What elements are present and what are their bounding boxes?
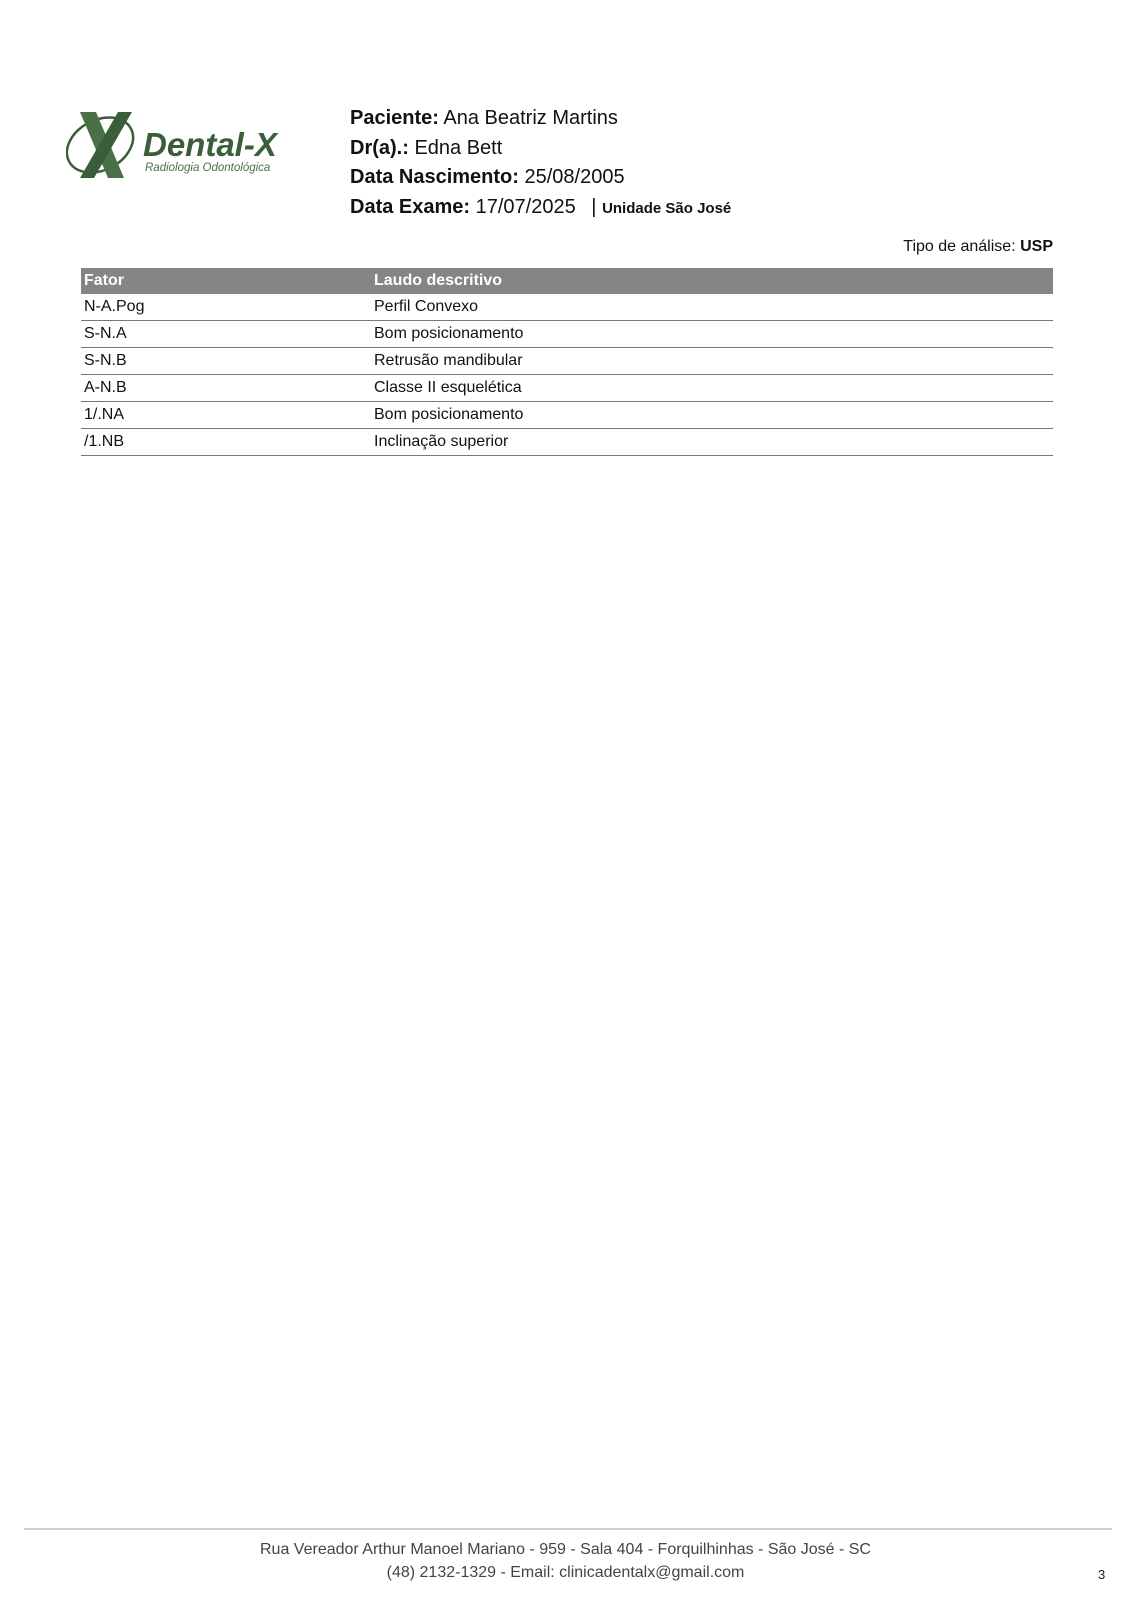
cell-laudo: Inclinação superior	[371, 429, 1053, 456]
header-fator: Fator	[81, 268, 371, 294]
birth-label: Data Nascimento:	[350, 166, 519, 188]
exam-label: Data Exame:	[350, 195, 471, 218]
exam-date: 17/07/2025	[475, 195, 576, 218]
header-laudo: Laudo descritivo	[371, 268, 1053, 294]
unit-name: Unidade São José	[602, 199, 732, 217]
patient-name: Ana Beatriz Martins	[443, 107, 618, 129]
patient-name-label: Paciente:	[350, 107, 439, 129]
logo-name: Dental-X	[143, 126, 277, 163]
cell-fator: S-N.B	[81, 348, 371, 375]
table-header-row	[81, 268, 1053, 294]
cell-laudo: Bom posicionamento	[371, 402, 1053, 429]
table-row	[81, 429, 1053, 456]
table-row	[81, 402, 1053, 429]
logo-tagline: Radiologia Odontológica	[145, 162, 271, 174]
page-number: 3	[1098, 1567, 1106, 1582]
cell-fator: 1/.NA	[81, 402, 371, 429]
birth-row	[350, 163, 731, 193]
patient-info	[350, 104, 731, 223]
cell-fator: N-A.Pog	[81, 294, 371, 321]
patient-name-row	[350, 104, 731, 134]
birth-date: 25/08/2005	[524, 166, 625, 188]
footer-divider	[24, 1528, 1112, 1530]
analysis-type-value: USP	[1020, 238, 1053, 255]
dental-x-logo	[66, 108, 316, 194]
exam-row	[350, 193, 731, 224]
analysis-type-label: Tipo de análise:	[903, 238, 1016, 255]
table-row	[81, 294, 1053, 321]
cell-laudo: Classe II esquelética	[371, 375, 1053, 402]
cell-fator: S-N.A	[81, 321, 371, 348]
table-row	[81, 375, 1053, 402]
logo-x-icon	[66, 108, 316, 194]
footer-contact: (48) 2132-1329 - Email: clinicadentalx@gmail.com	[386, 1564, 745, 1581]
footer-address: Rua Vereador Arthur Manoel Mariano - 959 - Sala 404 - Forquilhinhas - São José - SC	[260, 1541, 871, 1558]
table-row	[81, 348, 1053, 375]
doctor-label: Dr(a).:	[350, 136, 409, 159]
doctor-row	[350, 134, 731, 164]
exam-separator: |	[591, 195, 597, 218]
analysis-type	[903, 238, 1053, 256]
cell-laudo: Perfil Convexo	[371, 294, 1053, 321]
cell-fator: A-N.B	[81, 375, 371, 402]
cell-fator: /1.NB	[81, 429, 371, 456]
cell-laudo: Retrusão mandibular	[371, 348, 1053, 375]
cell-laudo: Bom posicionamento	[371, 321, 1053, 348]
table-row	[81, 321, 1053, 348]
doctor-name: Edna Bett	[414, 136, 503, 159]
footer	[0, 1538, 1131, 1584]
laudo-table	[81, 268, 1053, 456]
